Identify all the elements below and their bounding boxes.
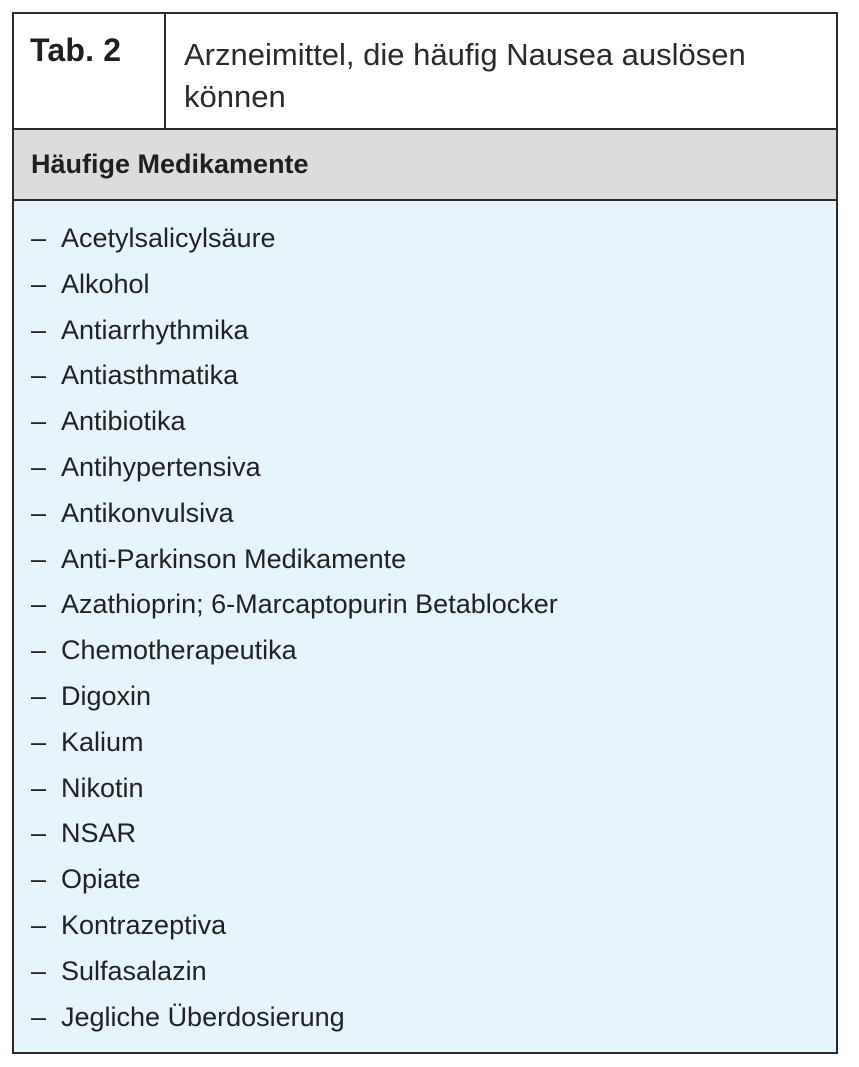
bullet-dash: – bbox=[31, 635, 47, 666]
list-item-text: Antikonvulsiva bbox=[61, 497, 234, 528]
list-item bbox=[31, 861, 558, 907]
medication-list-cell bbox=[14, 201, 836, 1052]
list-item bbox=[31, 724, 558, 770]
list-item bbox=[31, 632, 558, 678]
table-number-cell bbox=[14, 14, 166, 128]
list-item bbox=[31, 357, 558, 403]
bullet-dash: – bbox=[31, 1001, 47, 1032]
bullet-dash: – bbox=[31, 864, 47, 895]
bullet-dash: – bbox=[31, 223, 47, 253]
bullet-dash: – bbox=[31, 909, 47, 940]
list-item bbox=[31, 770, 558, 816]
bullet-dash: – bbox=[31, 406, 47, 437]
list-item-text: Opiate bbox=[61, 864, 141, 895]
list-item bbox=[31, 678, 558, 724]
drug-table bbox=[12, 12, 838, 1054]
list-item bbox=[31, 495, 558, 541]
list-item-text: Chemotherapeutika bbox=[61, 635, 297, 666]
table-number: Tab. 2 bbox=[30, 32, 122, 68]
list-item bbox=[31, 953, 558, 999]
list-item-text: Kalium bbox=[61, 726, 144, 757]
bullet-dash: – bbox=[31, 360, 47, 391]
list-item bbox=[31, 541, 558, 587]
bullet-dash: – bbox=[31, 543, 47, 574]
bullet-dash: – bbox=[31, 589, 47, 620]
list-item bbox=[31, 312, 558, 358]
list-item-text: Antihypertensiva bbox=[61, 451, 261, 482]
list-item bbox=[31, 815, 558, 861]
list-item-text: Azathioprin; 6-Marcaptopurin Betablocker bbox=[61, 589, 558, 620]
list-item-text: Digoxin bbox=[61, 680, 152, 711]
list-item-text: Kontrazeptiva bbox=[61, 909, 227, 940]
list-item-text: Alkohol bbox=[61, 268, 150, 299]
list-item bbox=[31, 586, 558, 632]
table-title-cell bbox=[166, 14, 836, 128]
bullet-dash: – bbox=[31, 314, 47, 345]
table-title: Arzneimittel, die häufig Nausea auslösen können bbox=[184, 37, 746, 114]
section-header-row bbox=[14, 130, 836, 201]
list-item bbox=[31, 266, 558, 312]
list-item-text: NSAR bbox=[61, 818, 137, 849]
bullet-dash: – bbox=[31, 268, 47, 299]
list-item bbox=[31, 449, 558, 495]
list-item-text: Antiasthmatika bbox=[61, 360, 239, 391]
list-item-text: Jegliche Überdosierung bbox=[61, 1001, 345, 1032]
section-heading: Häufige Medikamente bbox=[31, 149, 309, 179]
bullet-dash: – bbox=[31, 955, 47, 986]
list-item-text: Acetylsalicylsäure bbox=[61, 223, 276, 253]
list-item-text: Antiarrhythmika bbox=[61, 314, 249, 345]
bullet-dash: – bbox=[31, 772, 47, 803]
bullet-dash: – bbox=[31, 451, 47, 482]
medication-list bbox=[31, 220, 558, 1044]
list-item-text: Nikotin bbox=[61, 772, 144, 803]
bullet-dash: – bbox=[31, 680, 47, 711]
bullet-dash: – bbox=[31, 726, 47, 757]
list-item bbox=[31, 403, 558, 449]
table-header-row bbox=[14, 14, 836, 130]
bullet-dash: – bbox=[31, 818, 47, 849]
list-item-text: Antibiotika bbox=[61, 406, 186, 437]
bullet-dash: – bbox=[31, 497, 47, 528]
list-item bbox=[31, 907, 558, 953]
list-item bbox=[31, 999, 558, 1045]
list-item-text: Sulfasalazin bbox=[61, 955, 207, 986]
list-item bbox=[31, 220, 558, 266]
list-item-text: Anti-Parkinson Medikamente bbox=[61, 543, 407, 574]
